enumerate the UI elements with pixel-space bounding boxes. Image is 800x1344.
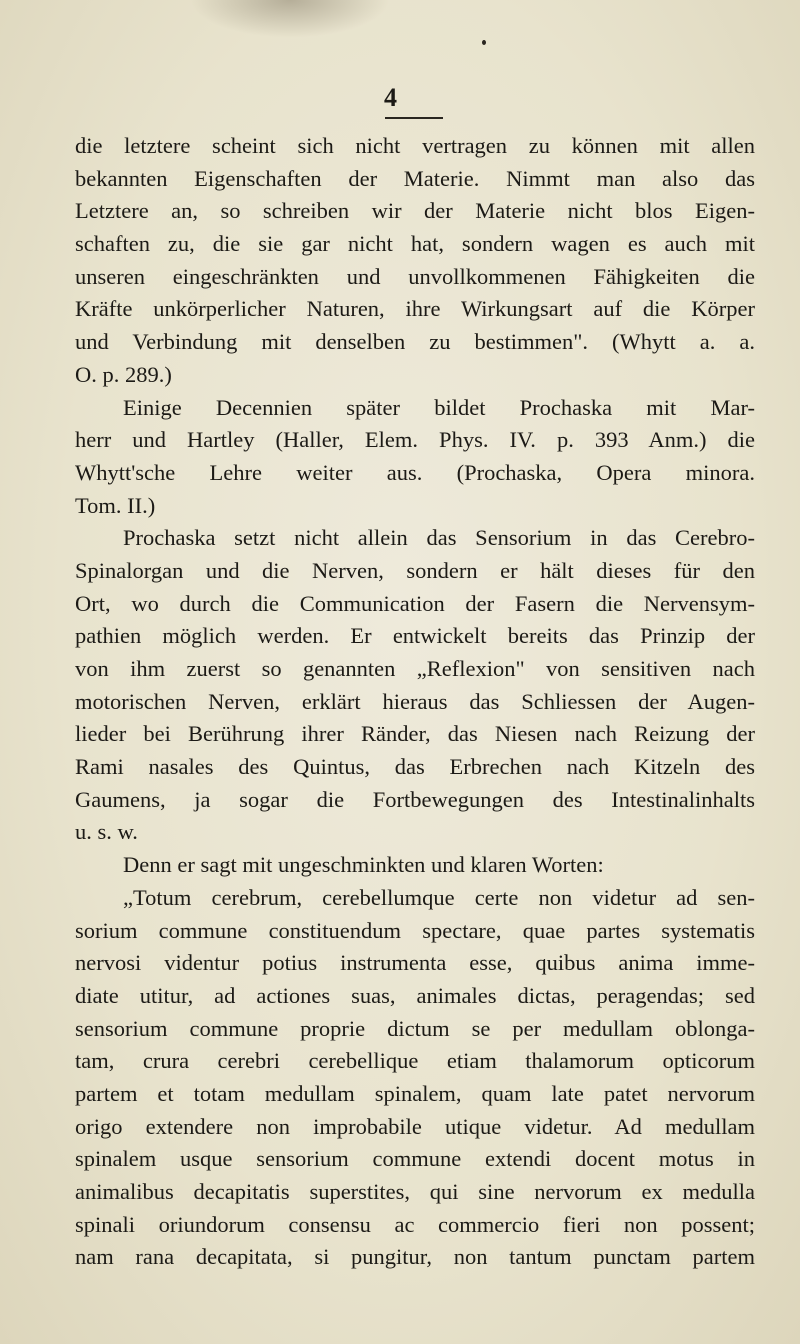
text-line: sensorium commune proprie dictum se per medullam oblonga- bbox=[75, 1015, 755, 1041]
text-line: diate utitur, ad actiones suas, animales dictas, peragendas; sed bbox=[75, 982, 755, 1008]
text-line: nam rana decapitata, si pungitur, non tantum punctam partem bbox=[75, 1244, 755, 1270]
text-line: unseren eingeschränkten und unvollkommenen Fähigkeiten die bbox=[75, 263, 755, 289]
text-line: Denn er sagt mit ungeschminkten und klaren Worten: bbox=[123, 852, 604, 878]
text-line: die letztere scheint sich nicht vertragen zu können mit allen bbox=[75, 133, 755, 158]
text-line: Gaumens, ja sogar die Fortbewegungen des Intestinalinhalts bbox=[75, 786, 755, 812]
text-line: Letztere an, so schreiben wir der Materie nicht blos Eigen- bbox=[75, 198, 755, 224]
text-line: von ihm zuerst so genannten „Reflexion" von sensitiven nach bbox=[75, 656, 755, 681]
text-line: pathien möglich werden. Er entwickelt bereits das Prinzip der bbox=[75, 623, 755, 649]
text-line: „Totum cerebrum, cerebellumque certe non videtur ad sen- bbox=[123, 884, 755, 910]
text-line: sorium commune constituendum spectare, quae partes systematis bbox=[75, 917, 755, 943]
text-line: nervosi videntur potius instrumenta esse, quibus anima imme- bbox=[75, 950, 755, 976]
text-line: lieder bei Berührung ihrer Ränder, das Niesen nach Reizung der bbox=[75, 721, 755, 747]
text-line: Kräfte unkörperlicher Naturen, ihre Wirkungsart auf die Körper bbox=[75, 296, 755, 322]
text-line: Tom. II.) bbox=[75, 492, 156, 518]
text-line: Einige Decennien später bildet Prochaska mit Mar- bbox=[123, 394, 755, 420]
text-line: und Verbindung mit denselben zu bestimmen". (Whytt a. a. bbox=[75, 329, 755, 355]
text-line: origo extendere non improbabile utique videtur. Ad medullam bbox=[75, 1113, 755, 1139]
text-line: tam, crura cerebri cerebellique etiam thalamorum opticorum bbox=[75, 1048, 755, 1074]
scan-shadow bbox=[190, 0, 390, 38]
page-number: 4 bbox=[384, 83, 397, 112]
text-line: spinalem usque sensorium commune extendi docent motus in bbox=[75, 1146, 755, 1172]
text-line: u. s. w. bbox=[75, 819, 138, 845]
text-line: Ort, wo durch die Communication der Fasern die Nervensym- bbox=[75, 590, 755, 616]
text-line: O. p. 289.) bbox=[75, 361, 172, 387]
body-text bbox=[75, 130, 755, 1274]
page-number-rule bbox=[385, 117, 443, 119]
text-line: animalibus decapitatis superstites, qui sine nervorum ex medulla bbox=[75, 1179, 755, 1204]
text-line: herr und Hartley (Haller, Elem. Phys. IV. p. 393 Anm.) die bbox=[75, 427, 755, 453]
text-line: Prochaska setzt nicht allein das Sensorium in das Cerebro- bbox=[123, 525, 755, 551]
text-line: bekannten Eigenschaften der Materie. Nimmt man also das bbox=[75, 165, 755, 191]
ink-speck bbox=[482, 40, 486, 45]
text-line: partem et totam medullam spinalem, quam late patet nervorum bbox=[75, 1080, 755, 1106]
text-line: motorischen Nerven, erklärt hieraus das Schliessen der Augen- bbox=[75, 688, 755, 714]
text-line: spinali oriundorum consensu ac commercio fieri non possent; bbox=[75, 1211, 755, 1237]
text-line: Whytt'sche Lehre weiter aus. (Prochaska, Opera minora. bbox=[75, 459, 755, 485]
text-line: schaften zu, die sie gar nicht hat, sondern wagen es auch mit bbox=[75, 231, 755, 257]
text-line: Rami nasales des Quintus, das Erbrechen nach Kitzeln des bbox=[75, 754, 755, 780]
text-line: Spinalorgan und die Nerven, sondern er hält dieses für den bbox=[75, 557, 755, 583]
